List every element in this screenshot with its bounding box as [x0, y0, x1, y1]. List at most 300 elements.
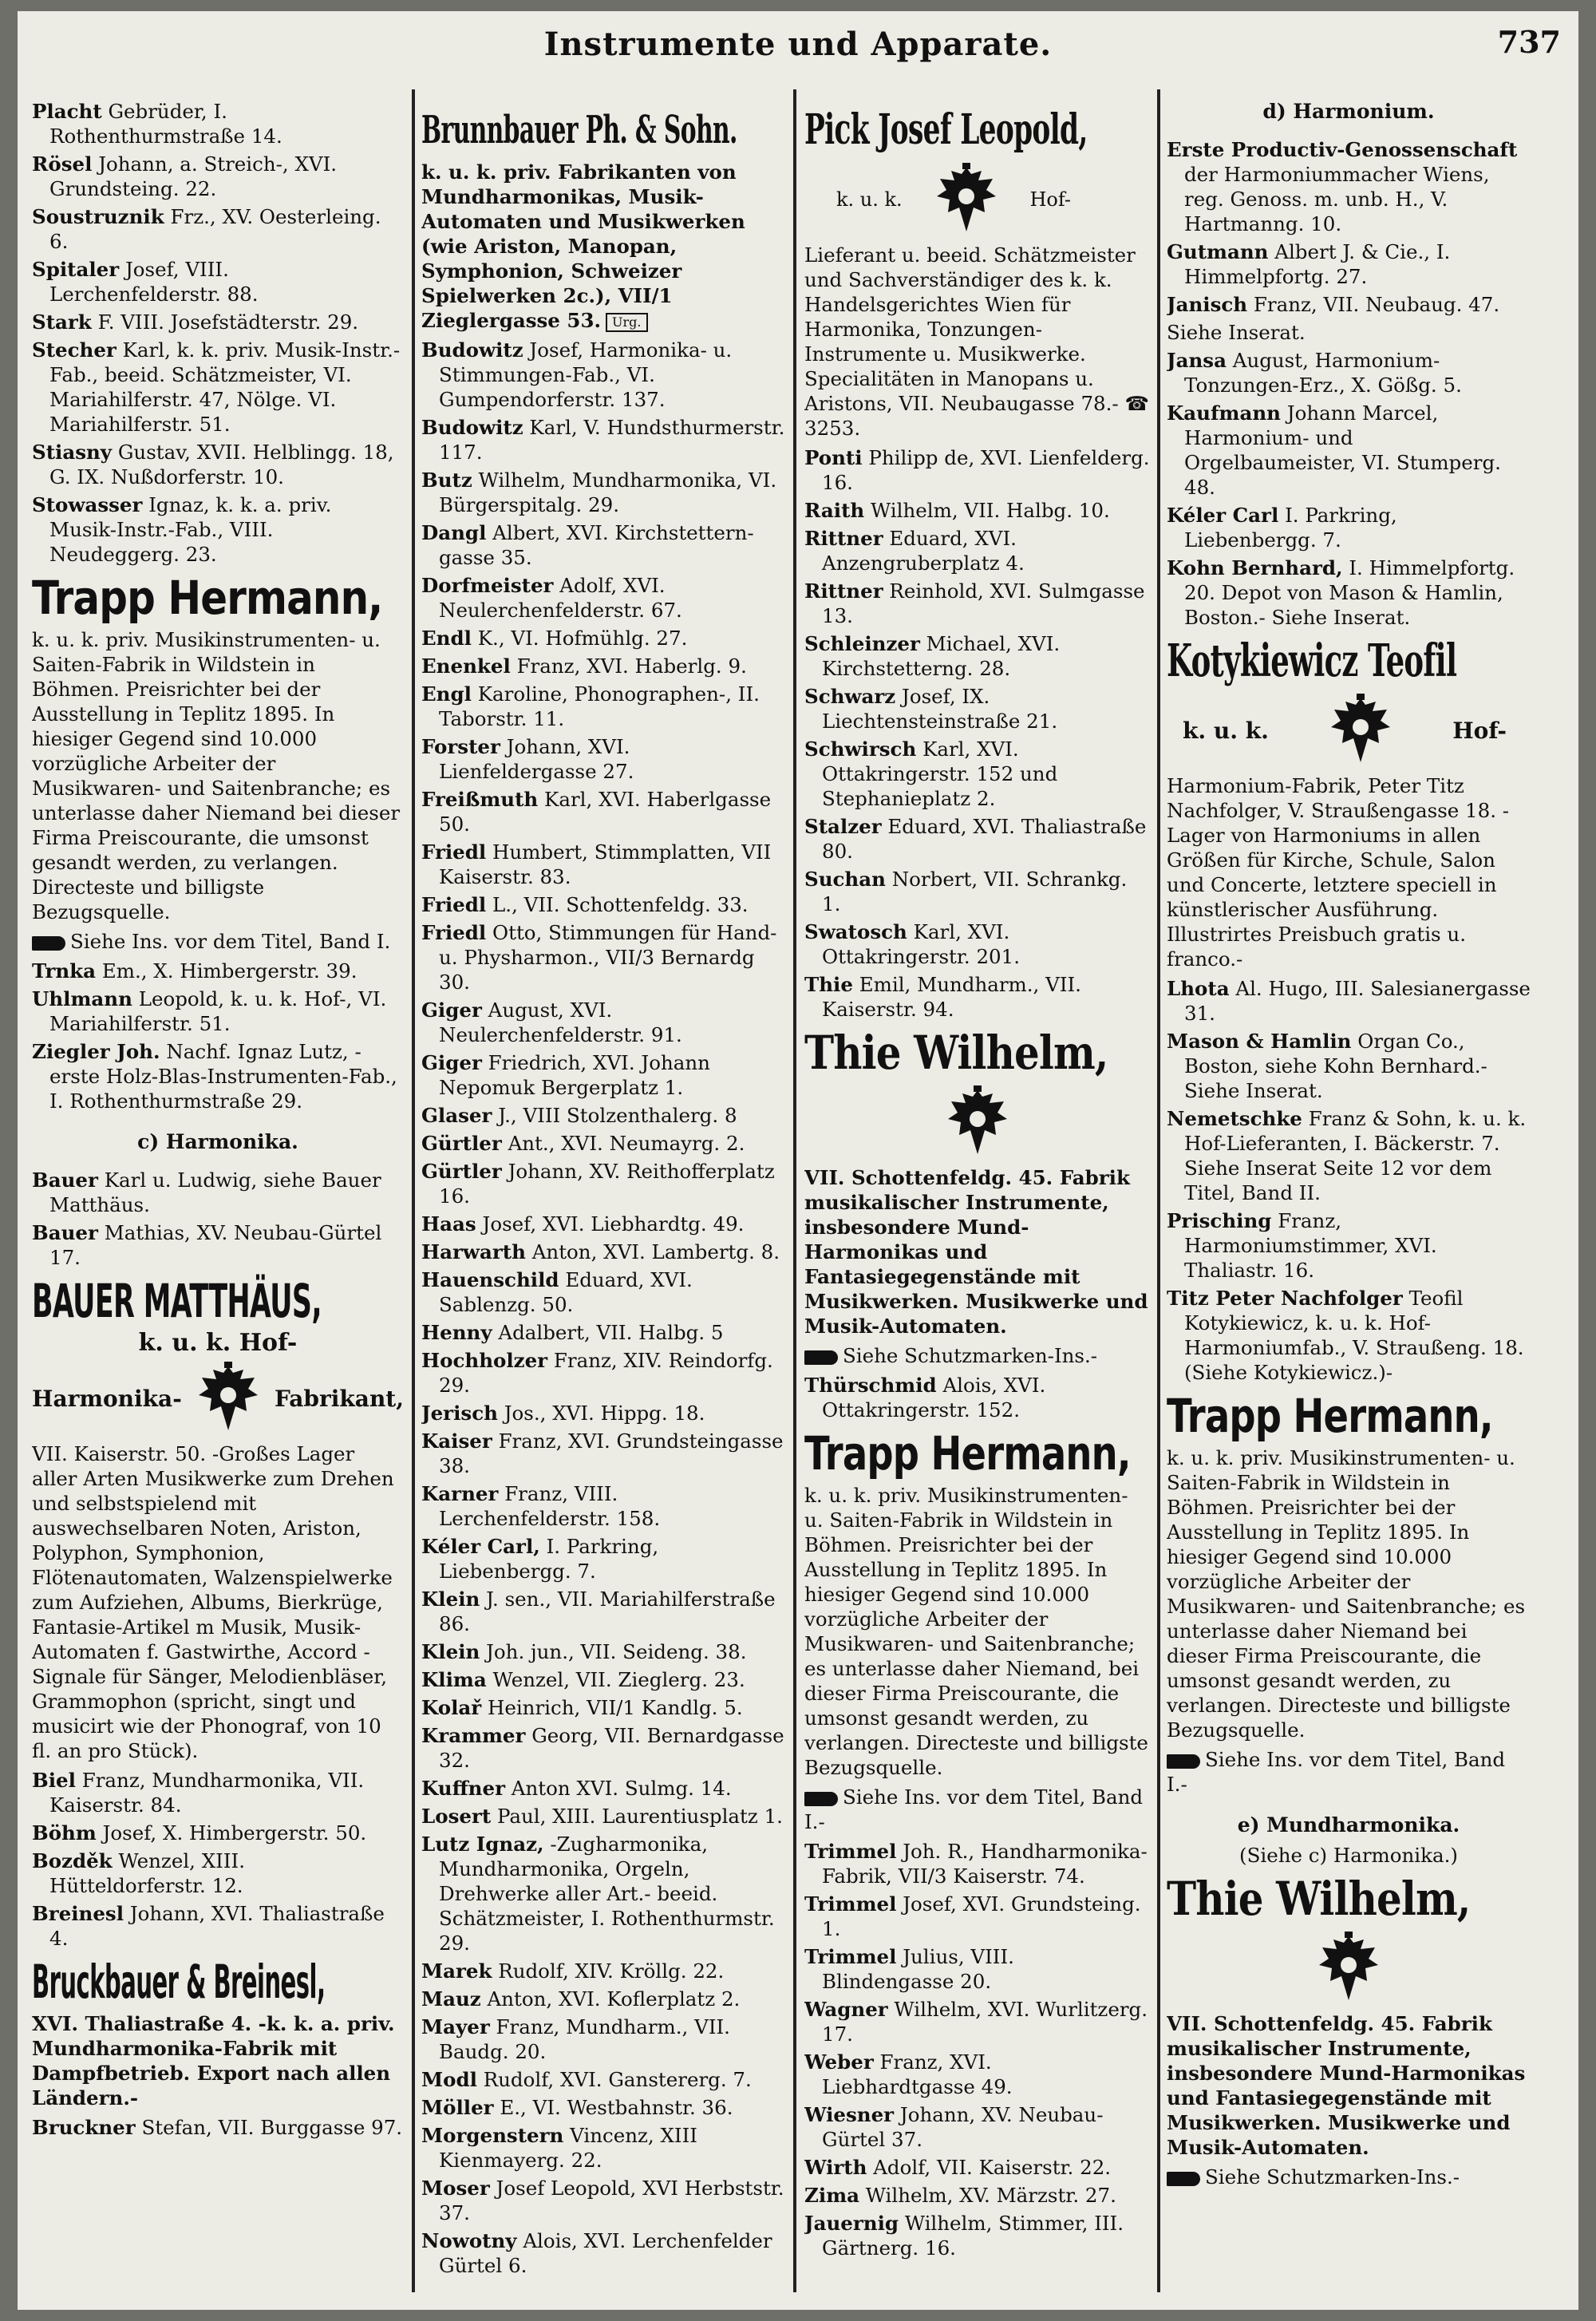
imperial-eagle-icon [945, 1085, 1010, 1159]
directory-entry [804, 972, 1151, 1022]
trapp-ad-see-3: Siehe Ins. vor dem Titel, Band I.- [1167, 1748, 1506, 1796]
entry-name: Prisching [1167, 1209, 1272, 1232]
directory-entry [421, 1401, 787, 1425]
directory-entry [804, 2211, 1151, 2260]
trapp-ad-see: Siehe Ins. vor dem Titel, Band I. [32, 929, 404, 954]
entry-name: Ponti [804, 446, 863, 469]
entry-name: Wiesner [804, 2103, 895, 2126]
entry-text: Karl, XVI. Ottakringerstr. 152 und Stephanieplatz 2. [822, 737, 1058, 810]
column-1 [32, 99, 404, 2302]
entry-name: Stark [32, 310, 92, 334]
directory-entry [421, 2123, 787, 2173]
entry-name: Stiasny [32, 441, 113, 464]
directory-entry [32, 1821, 404, 1845]
entry-name: Lutz Ignaz, [421, 1833, 544, 1856]
entry-name: Placht [32, 100, 102, 123]
directory-entry [421, 468, 787, 517]
pick-hof-right: Hof- [1029, 188, 1071, 211]
entry-text: Teofil Kotykiewicz, k. u. k. Hof-Harmoniumfab., V. Straußeng. 18. (Siehe Kotykiewicz.)- [1184, 1287, 1524, 1384]
entry-name: Giger [421, 998, 482, 1022]
entry-name: Bauer [32, 1168, 98, 1192]
entry-name: Kolař [421, 1696, 482, 1719]
entry-text: Friedrich, XVI. Johann Nepomuk Bergerplatz 1. [439, 1051, 710, 1099]
entry-name: Klein [421, 1640, 480, 1663]
entry-name: Morgenstern [421, 2124, 564, 2147]
entry-text: Alois, XVI. Lerchenfelder Gürtel 6. [439, 2229, 772, 2277]
entry-text: Norbert, VII. Schrankg. 1. [822, 868, 1128, 915]
directory-entry [1167, 1286, 1531, 1385]
entry-text: Frz., XV. Oesterleing. 6. [49, 205, 381, 253]
directory-entry [804, 919, 1151, 969]
entry-text: Johann Marcel, Harmonium- und Orgelbaumeister, VI. Stumperg. 48. [1184, 401, 1501, 499]
entry-name: Soustruznik [32, 205, 164, 228]
directory-entry [421, 892, 787, 917]
entry-name: Rösel [32, 152, 93, 176]
entry-text: Johann, XV. Reithofferplatz 16. [439, 1160, 775, 1208]
entry-text: Gebrüder, I. Rothenthurmstraße 14. [49, 100, 282, 148]
kotykiewicz-crest-row [1167, 692, 1531, 769]
directory-entry [421, 1639, 787, 1664]
entry-name: Nemetschke [1167, 1107, 1302, 1130]
entry-name: Henny [421, 1321, 492, 1344]
entry-text: Michael, XVI. Kirchstetterng. 28. [822, 632, 1061, 680]
entry-name: Mason & Hamlin [1167, 1030, 1352, 1053]
entry-text: Wilhelm, XV. Märzstr. 27. [865, 2184, 1116, 2207]
entry-text: Julius, VIII. Blindengasse 20. [822, 1945, 1014, 1993]
entry-text: Josef, XVI. Grundsteing. 1. [822, 1892, 1141, 1940]
entry-text: Franz, Mundharmonika, VII. Kaiserstr. 84. [49, 1769, 365, 1817]
entry-name: Gutmann [1167, 240, 1269, 263]
directory-entry [32, 1039, 404, 1113]
entry-name: Kuffner [421, 1777, 505, 1800]
registered-mark: Urg. [606, 313, 647, 332]
directory-entry [421, 1534, 787, 1584]
entry-name: Lhota [1167, 977, 1230, 1000]
pick-ad-title: Pick Josef Leopold, [804, 105, 1088, 154]
section-c-heading: c) Harmonika. [137, 1130, 298, 1153]
entry-name: Karner [421, 1482, 499, 1505]
directory-entry [804, 737, 1151, 811]
entry-text: Em., X. Himbergerstr. 39. [101, 959, 358, 983]
entry-text: Ant., XVI. Neumayrg. 2. [508, 1132, 745, 1155]
entry-text: Nachf. Ignaz Lutz, -erste Holz-Blas-Instrumenten-Fab., I. Rothenthurmstraße 29. [49, 1040, 397, 1113]
column-divider [1157, 89, 1160, 2292]
directory-entry [421, 1131, 787, 1156]
entry-text: F. VIII. Josefstädterstr. 29. [97, 310, 359, 334]
entry-name: Weber [804, 2050, 874, 2074]
directory-entry [804, 498, 1151, 523]
entry-text: Eduard, XVI. Anzengruberplatz 4. [822, 527, 1025, 575]
entry-text: Josef Leopold, XVI Herbststr. 37. [439, 2177, 784, 2224]
trapp-ad-see-2: Siehe Ins. vor dem Titel, Band I.- [804, 1785, 1144, 1833]
directory-entry [421, 626, 787, 650]
entry-name: Kéler Carl, [421, 1535, 540, 1558]
entry-name: Wirth [804, 2156, 867, 2179]
entry-text: August, Harmonium-Tonzungen-Erz., X. Gößg. 5. [1184, 349, 1462, 397]
page-header [18, 22, 1578, 70]
bauer-ad-text: VII. Kaiserstr. 50. -Großes Lager aller Arten Musikwerke zum Drehen und selbstspielend mit auswechselbaren Noten, Ariston, Polyphon, Symphonion, Flötenautomaten, Walzenspielwerke zum Aufziehen, Albums, Bierkrüge, Fantasie-Artikel m Musik, Musik-Automaten f. Gastwirthe, Accord - Signale für Sänger, Melodienbläser, Grammophon (spricht, singt und musicirt wie der Phonograf, von 10 fl. an pro Stück). [32, 1442, 394, 1762]
entry-text: Eduard, XVI. Sablenzg. 50. [439, 1268, 693, 1316]
directory-entry [804, 579, 1151, 628]
entry-text: Humbert, Stimmplatten, VII Kaiserstr. 83. [439, 840, 772, 888]
imperial-eagle-icon [934, 163, 999, 236]
entry-name: Marek [421, 1959, 492, 1983]
thie-ad-title-2: Thie Wilhelm, [1167, 1872, 1471, 1926]
pick-ad-text: Lieferant u. beeid. Schätzmeister und Sachverständiger des k. k. Handelsgerichtes Wien für Harmonika, Tonzungen-Instrumente u. Musikwerke. Specialitäten in Manopans u. Aristons, VII. Neubaugasse 78.- ☎ 3253. [804, 243, 1150, 440]
entry-text: Jos., XVI. Hippg. 18. [504, 1402, 705, 1425]
directory-entry [804, 2050, 1151, 2099]
page-title: Instrumente und Apparate. [543, 26, 1053, 63]
directory-entry [32, 1901, 404, 1951]
directory-entry [421, 682, 787, 731]
directory-entry [421, 787, 787, 836]
directory-entry [32, 2115, 404, 2140]
entry-name: Spitaler [32, 258, 120, 281]
directory-page [18, 11, 1578, 2310]
directory-entry [421, 1804, 787, 1829]
entry-name: Bruckner [32, 2116, 136, 2139]
thie-ad-see: Siehe Schutzmarken-Ins.- [804, 1343, 1151, 1368]
directory-entry [32, 492, 404, 567]
entry-name: Bauer [32, 1221, 98, 1244]
entry-name: Gürtler [421, 1160, 502, 1183]
bruckbauer-ad-title: Bruckbauer & Breinesl, [32, 1955, 326, 2009]
directory-entry [421, 840, 787, 889]
entry-text: Wilhelm, Mundharmonika, VI. Bürgerspitalg. 29. [439, 469, 777, 516]
thie-ad-text-2: VII. Schottenfeldg. 45. Fabrik musikalischer Instrumente, insbesondere Mund-Harmonikas und Fantasiegegenstände mit Musikwerken. Musikwerke und Musik-Automaten. [1167, 2012, 1526, 2159]
entry-name: Klein [421, 1588, 480, 1611]
entry-text: Gustav, XVII. Helblingg. 18, G. IX. Nußdorferstr. 10. [49, 441, 394, 488]
entry-text: Johann, XVI. Thaliastraße 4. [49, 1902, 385, 1950]
entry-text: J. sen., VII. Mariahilferstraße 86. [439, 1588, 776, 1635]
entry-text: E., VI. Westbahnstr. 36. [500, 2096, 733, 2119]
entry-name: Titz Peter Nachfolger [1167, 1287, 1403, 1310]
directory-entry [32, 959, 404, 983]
entry-text: Joh. R., Handharmonika-Fabrik, VII/3 Kaiserstr. 74. [822, 1840, 1148, 1888]
column-3 [804, 99, 1151, 2302]
kotykiewicz-ad-title: Kotykiewicz Teofil [1167, 635, 1457, 687]
imperial-eagle-icon [196, 1362, 261, 1435]
directory-entry [421, 520, 787, 570]
directory-entry [421, 920, 787, 994]
entry-text: Karl, k. k. priv. Musik-Instr.-Fab., beeid. Schätzmeister, VI. Mariahilferstr. 47, Nölge. VI. Mariahilferstr. 51. [49, 338, 401, 436]
trapp-ad-title: Trapp Hermann, [32, 571, 383, 625]
entry-name: Schleinzer [804, 632, 920, 655]
directory-entry [421, 1776, 787, 1801]
entry-text: Stefan, VII. Burggasse 97. [141, 2116, 403, 2139]
directory-entry [32, 310, 404, 334]
directory-entry [804, 445, 1151, 495]
directory-entry [1167, 292, 1531, 317]
directory-entry [1167, 137, 1531, 236]
entry-name: Moser [421, 2177, 490, 2200]
directory-entry [804, 2102, 1151, 2152]
entry-name: Böhm [32, 1821, 97, 1845]
entry-text: Reinhold, XVI. Sulmgasse 13. [822, 579, 1145, 627]
entry-text: Josef, VIII. Lerchenfelderstr. 88. [49, 258, 259, 306]
directory-entry [421, 1320, 787, 1345]
thie-crest-2 [1167, 1932, 1531, 2005]
entry-text: Leopold, k. u. k. Hof-, VI. Mariahilferstr. 51. [49, 987, 387, 1035]
entry-name: Jansa [1167, 349, 1227, 372]
directory-entry [421, 1832, 787, 1955]
section-e-note: (Siehe c) Harmonika.) [1239, 1844, 1458, 1867]
directory-entry [804, 2155, 1151, 2180]
koty-hof-left: k. u. k. [1183, 717, 1269, 744]
entry-text: Emil, Mundharm., VII. Kaiserstr. 94. [822, 973, 1081, 1021]
directory-entry [421, 998, 787, 1047]
entry-name: Kéler Carl [1167, 504, 1279, 527]
pointing-hand-icon [1167, 2172, 1200, 2186]
entry-text: Karl, XVI. Haberlgasse 50. [439, 788, 772, 836]
entry-name: Friedl [421, 893, 487, 916]
entry-text: Otto, Stimmungen für Hand- u. Physharmon., VII/3 Bernardg 30. [439, 921, 777, 994]
entry-text: Karl u. Ludwig, siehe Bauer Matthäus. [49, 1168, 381, 1216]
directory-entry [32, 440, 404, 489]
directory-entry [421, 1348, 787, 1398]
directory-entry [421, 654, 787, 678]
entry-text: Eduard, XVI. Thaliastraße 80. [822, 815, 1147, 863]
entry-text: Ignaz, k. k. a. priv. Musik-Instr.-Fab., VIII. Neudeggerg. 23. [49, 493, 332, 566]
entry-text: Wilhelm, Stimmer, III. Gärtnerg. 16. [822, 2212, 1124, 2260]
pointing-hand-icon [804, 1350, 838, 1365]
directory-entry [421, 1667, 787, 1692]
bauer-crest-left: Harmonika- [32, 1385, 182, 1412]
entry-text: J., VIII Stolzenthalerg. 8 [498, 1104, 737, 1127]
entry-name: Rittner [804, 527, 883, 550]
entry-text: Franz, VII. Neubaug. 47. [1253, 293, 1500, 316]
koty-hof-right: Hof- [1452, 717, 1507, 744]
entry-name: Friedl [421, 840, 487, 864]
directory-entry [32, 257, 404, 306]
entry-name: Stecher [32, 338, 117, 362]
kotykiewicz-ad-text: Harmonium-Fabrik, Peter Titz Nachfolger, V. Straußengasse 18. -Lager von Harmoniums in allen Größen für Kirche, Schule, Salon und Concerte, letztere speciell in künstlerischer Ausführung. Illustrirtes Preisbuch gratis u. franco.- [1167, 774, 1510, 971]
entry-text: Wenzel, XIII. Hütteldorferstr. 12. [49, 1849, 245, 1897]
entry-name: Swatosch [804, 920, 907, 943]
entry-name: Forster [421, 735, 500, 758]
entry-name: Hochholzer [421, 1349, 548, 1372]
directory-entry [1167, 401, 1531, 500]
entry-name: Gürtler [421, 1132, 502, 1155]
directory-entry [1167, 976, 1531, 1026]
entry-name: Enenkel [421, 654, 511, 678]
entry-name: Thie [804, 973, 853, 996]
entry-text: Franz, XIV. Reindorfg. 29. [439, 1349, 773, 1397]
section-d-heading: d) Harmonium. [1262, 100, 1435, 123]
entry-name: Stowasser [32, 493, 143, 516]
entry-text: Georg, VII. Bernardgasse 32. [439, 1724, 784, 1772]
entry-name: Möller [421, 2096, 494, 2119]
directory-entry [1167, 1029, 1531, 1103]
column-4 [1167, 99, 1531, 2302]
directory-entry [804, 1373, 1151, 1422]
entry-name: Nowotny [421, 2229, 517, 2252]
entry-name: Dorfmeister [421, 574, 554, 597]
directory-entry [421, 338, 787, 412]
directory-entry [804, 631, 1151, 681]
directory-entry [804, 1892, 1151, 1941]
entry-name: Butz [421, 469, 472, 492]
pointing-hand-icon [804, 1792, 838, 1806]
entry-name: Giger [421, 1051, 482, 1074]
entry-text: Josef, XVI. Liebhardtg. 49. [482, 1212, 745, 1236]
pointing-hand-icon [1167, 1754, 1200, 1769]
entry-name: Budowitz [421, 338, 523, 362]
directory-entry [804, 684, 1151, 733]
directory-entry [804, 1944, 1151, 1994]
entry-name: Hauenschild [421, 1268, 559, 1291]
entry-name: Freißmuth [421, 788, 539, 811]
entry-name: Mayer [421, 2015, 490, 2038]
entry-name: Ziegler Joh. [32, 1040, 160, 1063]
pick-crest-row [804, 161, 1151, 238]
entry-name: Krammer [421, 1724, 526, 1747]
directory-entry [32, 204, 404, 254]
brunnbauer-ad-title: Brunnbauer Ph. & Sohn. [421, 108, 737, 152]
directory-entry [1167, 348, 1531, 397]
directory-entry [421, 2095, 787, 2120]
directory-entry [1167, 239, 1531, 289]
entry-name: Endl [421, 627, 472, 650]
entry-text: Johann, XVI. Lienfeldergasse 27. [439, 735, 634, 783]
entry-text: Alois, XVI. Ottakringerstr. 152. [822, 1374, 1046, 1421]
entry-name: Friedl [421, 921, 487, 944]
entry-text: I. Parkring, Liebenbergg. 7. [439, 1535, 659, 1583]
thie-crest [804, 1085, 1151, 1159]
directory-entry [421, 1587, 787, 1636]
entry-text: Wilhelm, VII. Halbg. 10. [871, 499, 1110, 522]
directory-entry [421, 1240, 787, 1264]
entry-name: Klima [421, 1668, 487, 1691]
entry-text: Philipp de, XVI. Lienfelderg. 16. [822, 446, 1150, 494]
imperial-eagle-icon [1316, 1932, 1381, 2005]
entry-name: Jerisch [421, 1402, 498, 1425]
entry-text: der Harmoniummacher Wiens, reg. Genoss. m. unb. H., V. Hartmanng. 10. [1184, 163, 1490, 235]
entry-name: Rittner [804, 579, 883, 603]
directory-entry [421, 1050, 787, 1100]
trapp-ad-title-2: Trapp Hermann, [804, 1426, 1131, 1481]
directory-entry [1167, 1208, 1531, 1283]
directory-entry [804, 814, 1151, 864]
entry-name: Erste Productiv-Genossenschaft [1167, 138, 1518, 161]
entry-name: Janisch [1167, 293, 1248, 316]
directory-entry [421, 1212, 787, 1236]
entry-name: Schwirsch [804, 737, 917, 761]
bauer-ad-title: BAUER MATTHÄUS, [32, 1274, 322, 1328]
thie-ad-see-2: Siehe Schutzmarken-Ins.- [1167, 2165, 1531, 2189]
directory-entry [421, 1429, 787, 1478]
entry-name: Kohn Bernhard, [1167, 556, 1343, 579]
directory-entry [421, 1723, 787, 1773]
bruckbauer-ad-text: XVI. Thaliastraße 4. -k. k. a. priv. Mundharmonika-Fabrik mit Dampfbetrieb. Export nach allen Ländern.- [32, 2012, 395, 2109]
thie-ad-text: VII. Schottenfeldg. 45. Fabrik musikalischer Instrumente, insbesondere Mund-Harmonikas und Fantasiegegenstände mit Musikwerken. Musikwerke und Musik-Automaten. [804, 1166, 1148, 1338]
directory-entry [421, 2176, 787, 2225]
entry-text: Wilhelm, XVI. Wurlitzerg. 17. [822, 1998, 1148, 2046]
entry-name: Trimmel [804, 1945, 897, 1968]
directory-entry [421, 573, 787, 623]
entry-text: Siehe Inserat. [1167, 321, 1306, 344]
directory-entry [1167, 556, 1531, 630]
entry-text: Rudolf, XIV. Kröllg. 22. [498, 1959, 725, 1983]
entry-text: Franz, Harmoniumstimmer, XVI. Thaliastr. 16. [1184, 1209, 1437, 1282]
bauer-crest-row [32, 1360, 404, 1437]
entry-text: Franz, XVI. Liebhardtgasse 49. [822, 2050, 1013, 2098]
directory-entry [421, 2067, 787, 2092]
entry-text: Johann, XV. Neubau-Gürtel 37. [822, 2103, 1104, 2151]
entry-name: Haas [421, 1212, 476, 1236]
entry-text: Franz, VIII. Lerchenfelderstr. 158. [439, 1482, 661, 1530]
section-e-heading: e) Mundharmonika. [1237, 1813, 1460, 1837]
entry-text: August, XVI. Neulerchenfelderstr. 91. [439, 998, 682, 1046]
entry-name: Stalzer [804, 815, 882, 838]
page-number: 737 [1497, 24, 1561, 60]
entry-text: Anton, XVI. Lambertg. 8. [531, 1240, 780, 1263]
entry-name: Budowitz [421, 416, 523, 439]
trapp-ad-text-3: k. u. k. priv. Musikinstrumenten- u. Saiten-Fabrik in Wildstein in Böhmen. Preisrichter bei der Ausstellung in Teplitz 1895. In hiesiger Gegend sind 10.000 vorzügliche Arbeiter der Musikwaren- und Saitenbranche; es unterlasse daher Niemand bei dieser Firma Preiscourante, die umsonst gesandt werden, zu verlangen. Directeste und billigste Bezugsquelle. [1167, 1446, 1526, 1742]
entry-text: Anton, XVI. Koflerplatz 2. [487, 1987, 741, 2011]
trapp-ad-text: k. u. k. priv. Musikinstrumenten- u. Saiten-Fabrik in Wildstein in Böhmen. Preisrichter bei der Ausstellung in Teplitz 1895. In hiesiger Gegend sind 10.000 vorzügliche Arbeiter der Musikwaren- und Saitenbranche; es unterlasse daher Niemand bei dieser Firma Preiscourante, die umsonst gesandt werden, zu verlangen. Directeste und billigste Bezugsquelle. [32, 628, 401, 923]
entry-text: Albert J. & Cie., I. Himmelpfortg. 27. [1184, 240, 1451, 288]
directory-entry [421, 2228, 787, 2278]
entry-name: Zima [804, 2184, 859, 2207]
entry-name: Trnka [32, 959, 97, 983]
entry-text: Josef, IX. Liechtensteinstraße 21. [822, 685, 1058, 733]
entry-text: Johann, a. Streich-, XVI. Grundsteing. 22. [49, 152, 338, 200]
entry-name: Kaiser [421, 1429, 492, 1453]
entry-name: Engl [421, 682, 472, 706]
entry-name: Harwarth [421, 1240, 526, 1263]
entry-text: Franz, XVI. Haberlg. 9. [516, 654, 747, 678]
directory-entry [421, 1695, 787, 1720]
entry-name: Schwarz [804, 685, 896, 708]
entry-name: Uhlmann [32, 987, 132, 1010]
column-divider [793, 89, 796, 2292]
entry-text: Al. Hugo, III. Salesianergasse 31. [1184, 977, 1531, 1025]
entry-name: Mauz [421, 1987, 481, 2011]
entry-text: Karl, V. Hundsthurmerstr. 117. [439, 416, 785, 464]
directory-entry [804, 2183, 1151, 2208]
entry-name: Trimmel [804, 1892, 897, 1916]
pointing-hand-icon [32, 936, 65, 951]
pick-hof-left: k. u. k. [836, 188, 903, 211]
directory-entry [32, 1768, 404, 1817]
trapp-ad-title-3: Trapp Hermann, [1167, 1389, 1493, 1443]
entry-text: I. Himmelpfortg. 20. Depot von Mason & Hamlin, Boston.- Siehe Inserat. [1184, 556, 1515, 629]
bauer-crest-right: Fabrikant, [274, 1385, 404, 1412]
directory-entry [32, 1220, 404, 1270]
entry-name: Breinesl [32, 1902, 124, 1925]
directory-entry [421, 734, 787, 784]
entry-text: -Zugharmonika, Mundharmonika, Orgeln, Drehwerke aller Art.- beeid. Schätzmeister, I. Rothenthurmstr. 29. [439, 1833, 775, 1955]
directory-entry [32, 338, 404, 437]
directory-entry [32, 152, 404, 201]
entry-text: Josef, X. Himbergerstr. 50. [102, 1821, 367, 1845]
entry-text: Adalbert, VII. Halbg. 5 [498, 1321, 724, 1344]
entry-text: Karl, XVI. Ottakringerstr. 201. [822, 920, 1021, 968]
entry-name: Biel [32, 1769, 76, 1792]
entry-text: Wenzel, VII. Zieglerg. 23. [492, 1668, 745, 1691]
entry-name: Glaser [421, 1104, 492, 1127]
entry-text: Albert, XVI. Kirchstettern-gasse 35. [439, 521, 754, 569]
entry-text: Vincenz, XIII Kienmayerg. 22. [439, 2124, 697, 2172]
entry-name: Wagner [804, 1998, 888, 2021]
brunnbauer-ad-text: k. u. k. priv. Fabrikanten von Mundharmonikas, Musik-Automaten und Musikwerken (wie Ariston, Manopan, Symphonion, Schweizer Spielwerken 2c.), VII/1 Zieglergasse 53. Urg. [421, 160, 745, 332]
entry-text: Josef, Harmonika- u. Stimmungen-Fab., VI. Gumpendorferstr. 137. [439, 338, 733, 411]
directory-entry [32, 99, 404, 148]
entry-text: I. Parkring, Liebenbergg. 7. [1184, 504, 1397, 552]
entry-text: K., VI. Hofmühlg. 27. [477, 627, 688, 650]
entry-name: Thürschmid [804, 1374, 937, 1397]
